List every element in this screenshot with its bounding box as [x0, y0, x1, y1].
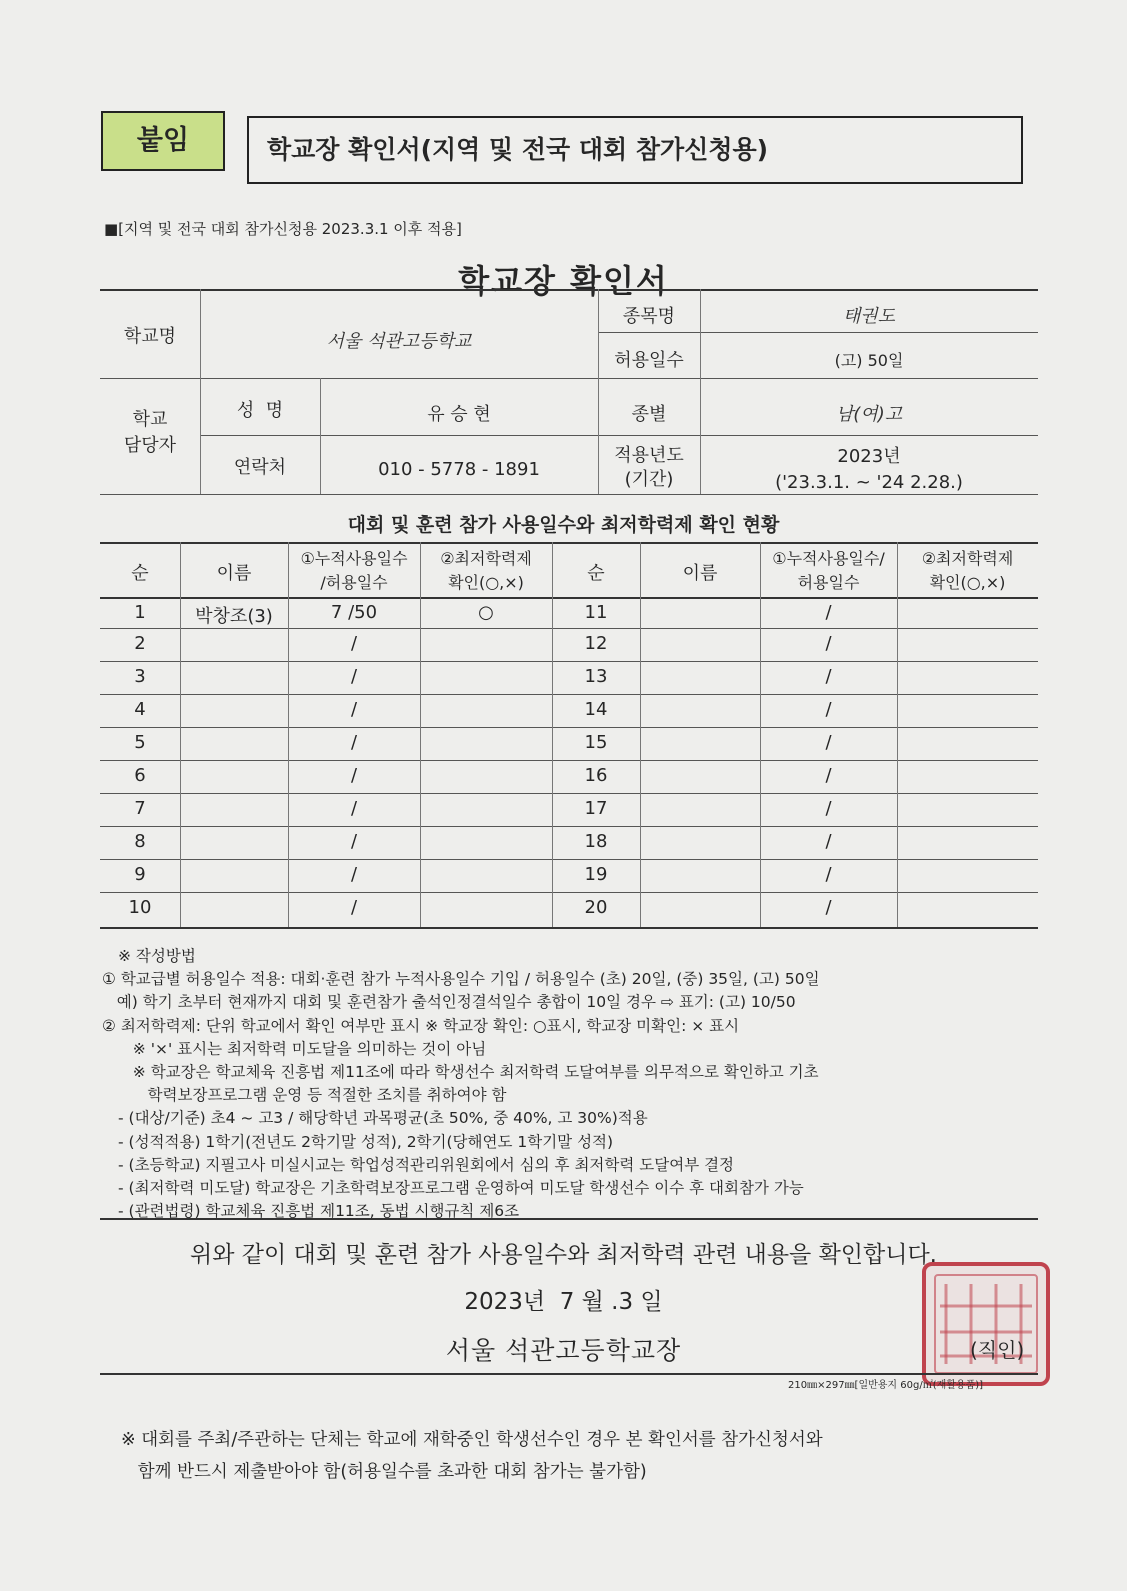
year-value: 2023년 ('23.3.1. ~ '24 2.28.) — [775, 446, 963, 493]
row-check — [420, 732, 552, 759]
contact-value: 010 - 5778 - 1891 — [378, 459, 540, 480]
row-check — [420, 666, 552, 693]
note-line: ① 학교급별 허용일수 적용: 대회·훈련 참가 누적사용일수 기입 / 허용일수 (초) 20일, (중) 35일, (고) 50일 — [102, 970, 820, 989]
note-line: 학력보장프로그램 운영 등 적절한 조치를 취하여야 함 — [118, 1086, 507, 1105]
section-title: 대회 및 훈련 참가 사용일수와 최저학력제 확인 현황 — [347, 514, 780, 536]
row-days: / — [350, 798, 358, 819]
row-check — [420, 798, 552, 825]
row-check — [420, 897, 552, 924]
footer-line: 함께 반드시 제출받아야 함(허용일수를 초과한 대회 참가는 불가함) — [121, 1462, 647, 1482]
official-seal-stamp — [922, 1262, 1050, 1386]
row-name — [180, 633, 288, 660]
year-label: 적용년도 (기간) — [614, 445, 684, 490]
col-header-days: ①누적사용일수 /허용일수 — [300, 549, 408, 592]
row-check — [420, 765, 552, 792]
gender-label: 종별 — [631, 404, 667, 425]
manager-name-value: 유 승 현 — [427, 404, 491, 425]
footer-note — [121, 1424, 823, 1488]
row-name-2 — [640, 602, 760, 629]
contact-label: 연락처 — [233, 457, 287, 478]
row-check-2 — [897, 831, 1038, 858]
manager-label: 학교 담당자 — [123, 409, 177, 456]
issue-date: 2023년 7 월 .3 일 — [464, 1289, 663, 1315]
row-check — [420, 864, 552, 891]
row-name-2 — [640, 897, 760, 924]
row-check-2 — [897, 633, 1038, 660]
row-days-2: / — [825, 666, 832, 687]
confirmation-statement: 위와 같이 대회 및 훈련 참가 사용일수와 최저학력 관련 내용을 확인합니다. — [190, 1242, 937, 1268]
row-days-2: / — [825, 633, 832, 654]
seal-label: (직인) — [970, 1338, 1025, 1362]
principal-name: 서울 석관고등학교장 — [445, 1336, 682, 1365]
row-days-2: / — [825, 864, 832, 885]
row-name — [180, 732, 288, 759]
row-check: ○ — [478, 602, 494, 623]
row-name-2 — [640, 732, 760, 759]
row-name-2 — [640, 765, 760, 792]
row-check-2 — [897, 798, 1038, 825]
row-days-2: / — [825, 699, 832, 720]
note-line: ※ 학교장은 학교체육 진흥법 제11조에 따라 학생선수 최저학력 도달여부를 의무적으로 확인하고 기초 — [118, 1063, 819, 1082]
row-no-2: 16 — [584, 765, 608, 786]
row-days-2: / — [825, 765, 832, 786]
note-line: ② 최저학력제: 단위 학교에서 확인 여부만 표시 ※ 학교장 확인: ○표시, 학교장 미확인: × 표시 — [102, 1016, 740, 1035]
col-header-check: ②최저학력제 확인(○,×) — [440, 549, 532, 592]
row-check — [420, 699, 552, 726]
row-name — [180, 897, 288, 924]
row-days-2: / — [825, 798, 832, 819]
row-name — [180, 765, 288, 792]
note-line: - (초등학교) 지필고사 미실시교는 학업성적관리위원회에서 심의 후 최저학력 도달여부 결정 — [118, 1155, 735, 1174]
row-name-2 — [640, 633, 760, 660]
manager-name-label: 성 명 — [236, 400, 284, 421]
row-days: / — [350, 699, 358, 720]
row-days: / — [350, 732, 358, 753]
note-line: - (성적적용) 1학기(전년도 2학기말 성적), 2학기(당해연도 1학기말 성적) — [118, 1132, 614, 1151]
row-name-2 — [640, 864, 760, 891]
note-line: - (관련법령) 학교체육 진흥법 제11조, 동법 시행규칙 제6조 — [118, 1202, 520, 1221]
row-check-2 — [897, 732, 1038, 759]
row-no: 3 — [134, 666, 146, 687]
row-name: 박창조(3) — [195, 606, 273, 627]
note-line: - (대상/기준) 초4 ~ 고3 / 해당학년 과목평균(초 50%, 중 40%, 고 30%)적용 — [118, 1109, 648, 1128]
row-days: / — [350, 897, 358, 918]
applicability-note: ■[지역 및 전국 대회 참가신청용 2023.3.1 이후 적용] — [104, 220, 462, 238]
row-no: 7 — [134, 798, 146, 819]
school-name-label: 학교명 — [123, 326, 177, 347]
note-line: - (최저학력 미도달) 학교장은 기초학력보장프로그램 운영하여 미도달 학생선수 이수 후 대회참가 가능 — [118, 1179, 804, 1198]
row-no: 5 — [134, 732, 146, 753]
row-days-2: / — [825, 897, 832, 918]
row-no-2: 14 — [584, 699, 608, 720]
row-no-2: 13 — [584, 666, 608, 687]
sport-label: 종목명 — [622, 306, 676, 327]
row-days: 7 /50 — [330, 602, 378, 623]
school-name-value: 서울 석관고등학교 — [326, 331, 472, 352]
row-check-2 — [897, 864, 1038, 891]
sport-value: 태권도 — [842, 306, 896, 327]
paper-size-note: 210㎜×297㎜[일반용지 60g/㎡(재활용품)] — [788, 1380, 984, 1391]
row-check — [420, 831, 552, 858]
row-days: / — [350, 831, 358, 852]
allowed-days-label: 허용일수 — [614, 350, 684, 371]
row-no-2: 12 — [584, 633, 608, 654]
row-check-2 — [897, 666, 1038, 693]
row-name — [180, 864, 288, 891]
main-title: 학교장 확인서 — [458, 262, 669, 300]
row-name — [180, 831, 288, 858]
row-days-2: / — [825, 732, 832, 753]
row-days: / — [350, 864, 358, 885]
row-no-2: 20 — [584, 897, 608, 918]
col-header-no: 순 — [131, 563, 149, 584]
row-check-2 — [897, 699, 1038, 726]
col-header-check-2: ②최저학력제 확인(○,×) — [921, 549, 1014, 592]
col-header-no-2: 순 — [587, 563, 605, 584]
footer-line: ※ 대회를 주최/주관하는 단체는 학교에 재학중인 학생선수인 경우 본 확인서를 참가신청서와 — [121, 1430, 823, 1450]
row-days: / — [350, 666, 358, 687]
note-line: ※ 작성방법 — [118, 947, 196, 965]
row-no-2: 11 — [584, 602, 608, 623]
row-name-2 — [640, 699, 760, 726]
gender-value: 남(여)고 — [835, 404, 903, 425]
row-name-2 — [640, 798, 760, 825]
row-days-2: / — [825, 831, 832, 852]
row-check — [420, 633, 552, 660]
allowed-days-value: (고) 50일 — [834, 351, 904, 370]
row-no-2: 17 — [584, 798, 608, 819]
row-no: 4 — [134, 699, 146, 720]
row-name-2 — [640, 831, 760, 858]
writing-instructions — [102, 945, 1053, 1223]
row-name-2 — [640, 666, 760, 693]
note-line: 예) 학기 초부터 현재까지 대회 및 훈련참가 출석인정결석일수 총합이 10일 경우 ⇨ 표기: (고) 10/50 — [102, 993, 796, 1012]
row-no: 6 — [134, 765, 146, 786]
row-no: 10 — [128, 897, 152, 918]
row-no-2: 15 — [584, 732, 608, 753]
row-name — [180, 798, 288, 825]
row-check-2 — [897, 602, 1038, 629]
row-days: / — [350, 765, 358, 786]
row-no-2: 18 — [584, 831, 608, 852]
document-title: 학교장 확인서(지역 및 전국 대회 참가신청용) — [247, 116, 1023, 184]
row-name — [180, 666, 288, 693]
row-name — [180, 699, 288, 726]
col-header-name-2: 이름 — [682, 563, 718, 584]
row-no: 9 — [134, 864, 146, 885]
col-header-name: 이름 — [216, 563, 252, 584]
row-check-2 — [897, 897, 1038, 924]
note-line: ※ '×' 표시는 최저학력 미도달을 의미하는 것이 아님 — [118, 1039, 487, 1058]
row-check-2 — [897, 765, 1038, 792]
row-no: 2 — [134, 633, 146, 654]
row-days-2: / — [825, 602, 832, 623]
col-header-days-2: ①누적사용일수/ 허용일수 — [772, 549, 885, 592]
attachment-tag: 붙임 — [101, 111, 225, 171]
row-no: 8 — [134, 831, 146, 852]
row-no: 1 — [134, 602, 146, 623]
row-days: / — [350, 633, 358, 654]
row-no-2: 19 — [584, 864, 608, 885]
